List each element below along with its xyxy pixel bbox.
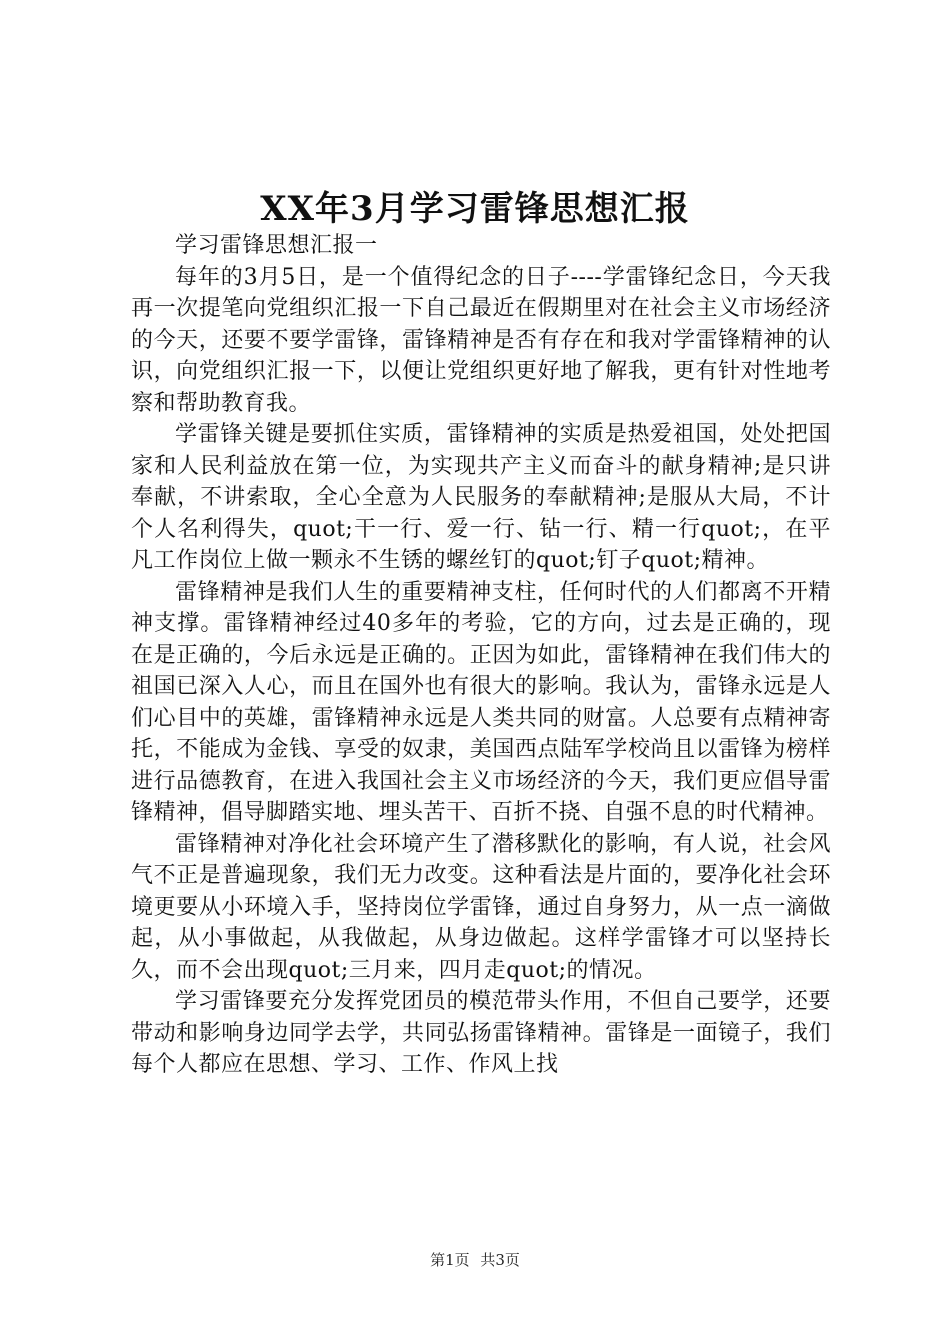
paragraph: 雷锋精神是我们人生的重要精神支柱，任何时代的人们都离不开精神支撑。雷锋精神经过40多年的考验，它的方向，过去是正确的，现在是正确的，今后永远是正确的。正因为如此，雷锋精神在我们伟大的祖国已深入人心，而且在国外也有很大的影响。我认为，雷锋永远是人们心目中的英雄，雷锋精神永远是人类共同的财富。人总要有点精神寄托，不能成为金钱、享受的奴隶，美国西点陆军学校尚且以雷锋为榜样进行品德教育，在进入我国社会主义市场经济的今天，我们更应倡导雷锋精神，倡导脚踏实地、埋头苦干、百折不挠、自强不息的时代精神。 <box>131 579 831 825</box>
paragraph: 学雷锋关键是要抓住实质，雷锋精神的实质是热爱祖国，处处把国家和人民利益放在第一位，为实现共产主义而奋斗的献身精神;是只讲奉献，不讲索取，全心全意为人民服务的奉献精神;是服从大局，不计个人名利得失，quot;干一行、爱一行、钻一行、精一行quot;，在平凡工作岗位上做一颗永不生锈的螺丝钉的quot;钉子quot;精神。 <box>131 422 831 573</box>
paragraph-heading: 学习雷锋思想汇报一 <box>175 233 378 258</box>
paragraph: 雷锋精神对净化社会环境产生了潜移默化的影响，有人说，社会风气不正是普遍现象，我们无力改变。这种看法是片面的，要净化社会环境更要从小环境入手，坚持岗位学雷锋，通过自身努力，从一点一滴做起，从小事做起，从我做起，从身边做起。这样学雷锋才可以坚持长久，而不会出现quot;三月来，四月走quot;的情况。 <box>131 831 831 983</box>
page-total: 共3页 <box>480 1251 520 1269</box>
paragraph: 学习雷锋要充分发挥党团员的模范带头作用，不但自己要学，还要带动和影响身边同学去学，共同弘扬雷锋精神。雷锋是一面镜子，我们每个人都应在思想、学习、工作、作风上找 <box>131 989 831 1077</box>
page-number: 第1页 <box>430 1251 470 1269</box>
paragraph: 每年的3月5日，是一个值得纪念的日子----学雷锋纪念日，今天我再一次提笔向党组织汇报一下自己最近在假期里对在社会主义市场经济的今天，还要不要学雷锋，雷锋精神是否有存在和我对学雷锋精神的认识，向党组织汇报一下，以便让党组织更好地了解我，更有针对性地考察和帮助教育我。 <box>131 264 831 416</box>
document-title: XX年3月学习雷锋思想汇报 <box>260 189 690 229</box>
document-body <box>131 230 831 1081</box>
page-footer <box>0 1250 950 1270</box>
